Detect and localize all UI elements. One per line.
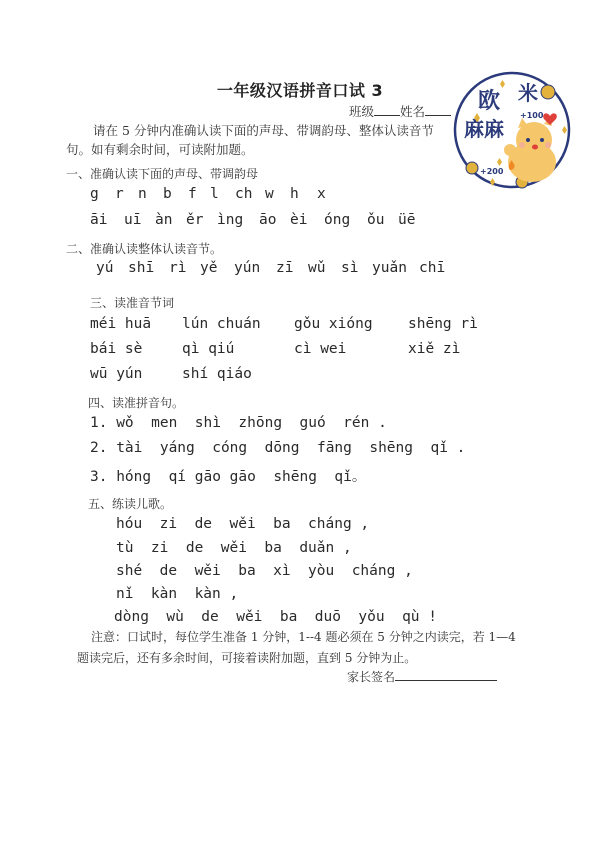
sentence: 1. wǒ men shì zhōng guó rén . (90, 415, 387, 431)
final: èi (290, 212, 308, 228)
initial: x (317, 186, 326, 202)
section-4-heading: 四、读准拼音句。 (88, 396, 185, 410)
syllable: shī (128, 260, 155, 276)
sentence: 2. tài yáng cóng dōng fāng shēng qǐ . (90, 440, 466, 456)
initial: w (265, 186, 274, 202)
class-name-fields (349, 102, 451, 120)
rhyme-line: shé de wěi ba xì yòu cháng , (116, 563, 413, 579)
rhyme-line: nǐ kàn kàn , (116, 586, 239, 602)
word: qì qiú (182, 341, 235, 357)
syllable: yún (234, 260, 261, 276)
intro-line-1: 请在 5 分钟内准确认读下面的声母、带调韵母、整体认读音节 (93, 123, 434, 138)
syllable: zī (276, 260, 294, 276)
final: ěr (186, 212, 204, 228)
word: shí qiáo (182, 366, 252, 382)
initial: r (115, 186, 124, 202)
initials-row (90, 186, 326, 202)
word: méi huā (90, 316, 152, 332)
svg-text:米: 米 (518, 81, 538, 105)
initial: ch (235, 186, 253, 202)
final: āi (90, 212, 108, 228)
intro-line-2: 句。如有剩余时间，可读附加题。 (66, 142, 254, 157)
initial: h (290, 186, 299, 202)
syllables-row (96, 260, 445, 276)
syllable: wǔ (308, 260, 326, 276)
class-label: 班级 (349, 104, 375, 119)
word: gǒu xióng (294, 316, 373, 332)
finals-row (90, 212, 415, 228)
initial: g (90, 186, 99, 202)
word: shēng rì (408, 316, 478, 332)
svg-text:欧: 欧 (478, 89, 501, 114)
section-3-heading: 三、读准音节词 (90, 296, 175, 310)
initial: f (188, 186, 197, 202)
word: xiě zì (408, 341, 461, 357)
worksheet-title: 一年级汉语拼音口试 3 (216, 81, 384, 100)
syllable: sì (341, 260, 359, 276)
note-line-1: 注意：口试时，每位学生准备 1 分钟，1--4 题必须在 5 分钟之内读完，若 1—4 (91, 630, 516, 644)
signature-blank[interactable] (395, 668, 497, 681)
rhyme-line: dòng wù de wěi ba duō yǒu qù ! (114, 609, 438, 625)
syllable: yě (200, 260, 218, 276)
rhyme-line: hóu zi de wěi ba cháng , (116, 516, 370, 532)
svg-text:麻麻: 麻麻 (464, 117, 504, 141)
section-1-heading: 一、准确认读下面的声母、带调韵母 (66, 167, 259, 181)
name-label: 姓名 (400, 104, 426, 119)
word: wū yún (90, 366, 143, 382)
final: āo (259, 212, 277, 228)
rhyme-line: tù zi de wěi ba duǎn , (116, 540, 352, 556)
cat-sticker-icon (452, 70, 572, 190)
words-row (90, 366, 252, 382)
name-blank[interactable] (425, 103, 451, 116)
sentence: 3. hóng qí gāo gāo shēng qǐ。 (90, 469, 367, 485)
final: óng (324, 212, 351, 228)
final: üē (398, 212, 416, 228)
final: uī (124, 212, 142, 228)
word: bái sè (90, 341, 143, 357)
words-row (90, 316, 478, 332)
sticker-badge (452, 70, 572, 190)
svg-text:+100: +100 (520, 111, 544, 120)
section-5-heading: 五、练读儿歌。 (88, 497, 173, 511)
syllable: chī (419, 260, 446, 276)
initial: b (163, 186, 172, 202)
final: ìng (217, 212, 244, 228)
final: àn (155, 212, 173, 228)
initial: l (210, 186, 219, 202)
syllable: rì (169, 260, 187, 276)
final: ǒu (367, 212, 385, 228)
section-2-heading: 二、准确认读整体认读音节。 (66, 242, 223, 256)
parent-signature (347, 668, 497, 685)
signature-label: 家长签名 (347, 670, 396, 684)
note-line-2: 题读完后，还有多余时间，可接着读附加题，直到 5 分钟为止。 (77, 651, 417, 665)
syllable: yú (96, 260, 114, 276)
svg-text:+200: +200 (480, 167, 504, 176)
word: lún chuán (182, 316, 261, 332)
syllable: yuǎn (372, 260, 407, 276)
initial: n (138, 186, 147, 202)
words-row (90, 341, 460, 357)
word: cì wei (294, 341, 347, 357)
class-blank[interactable] (374, 103, 400, 116)
